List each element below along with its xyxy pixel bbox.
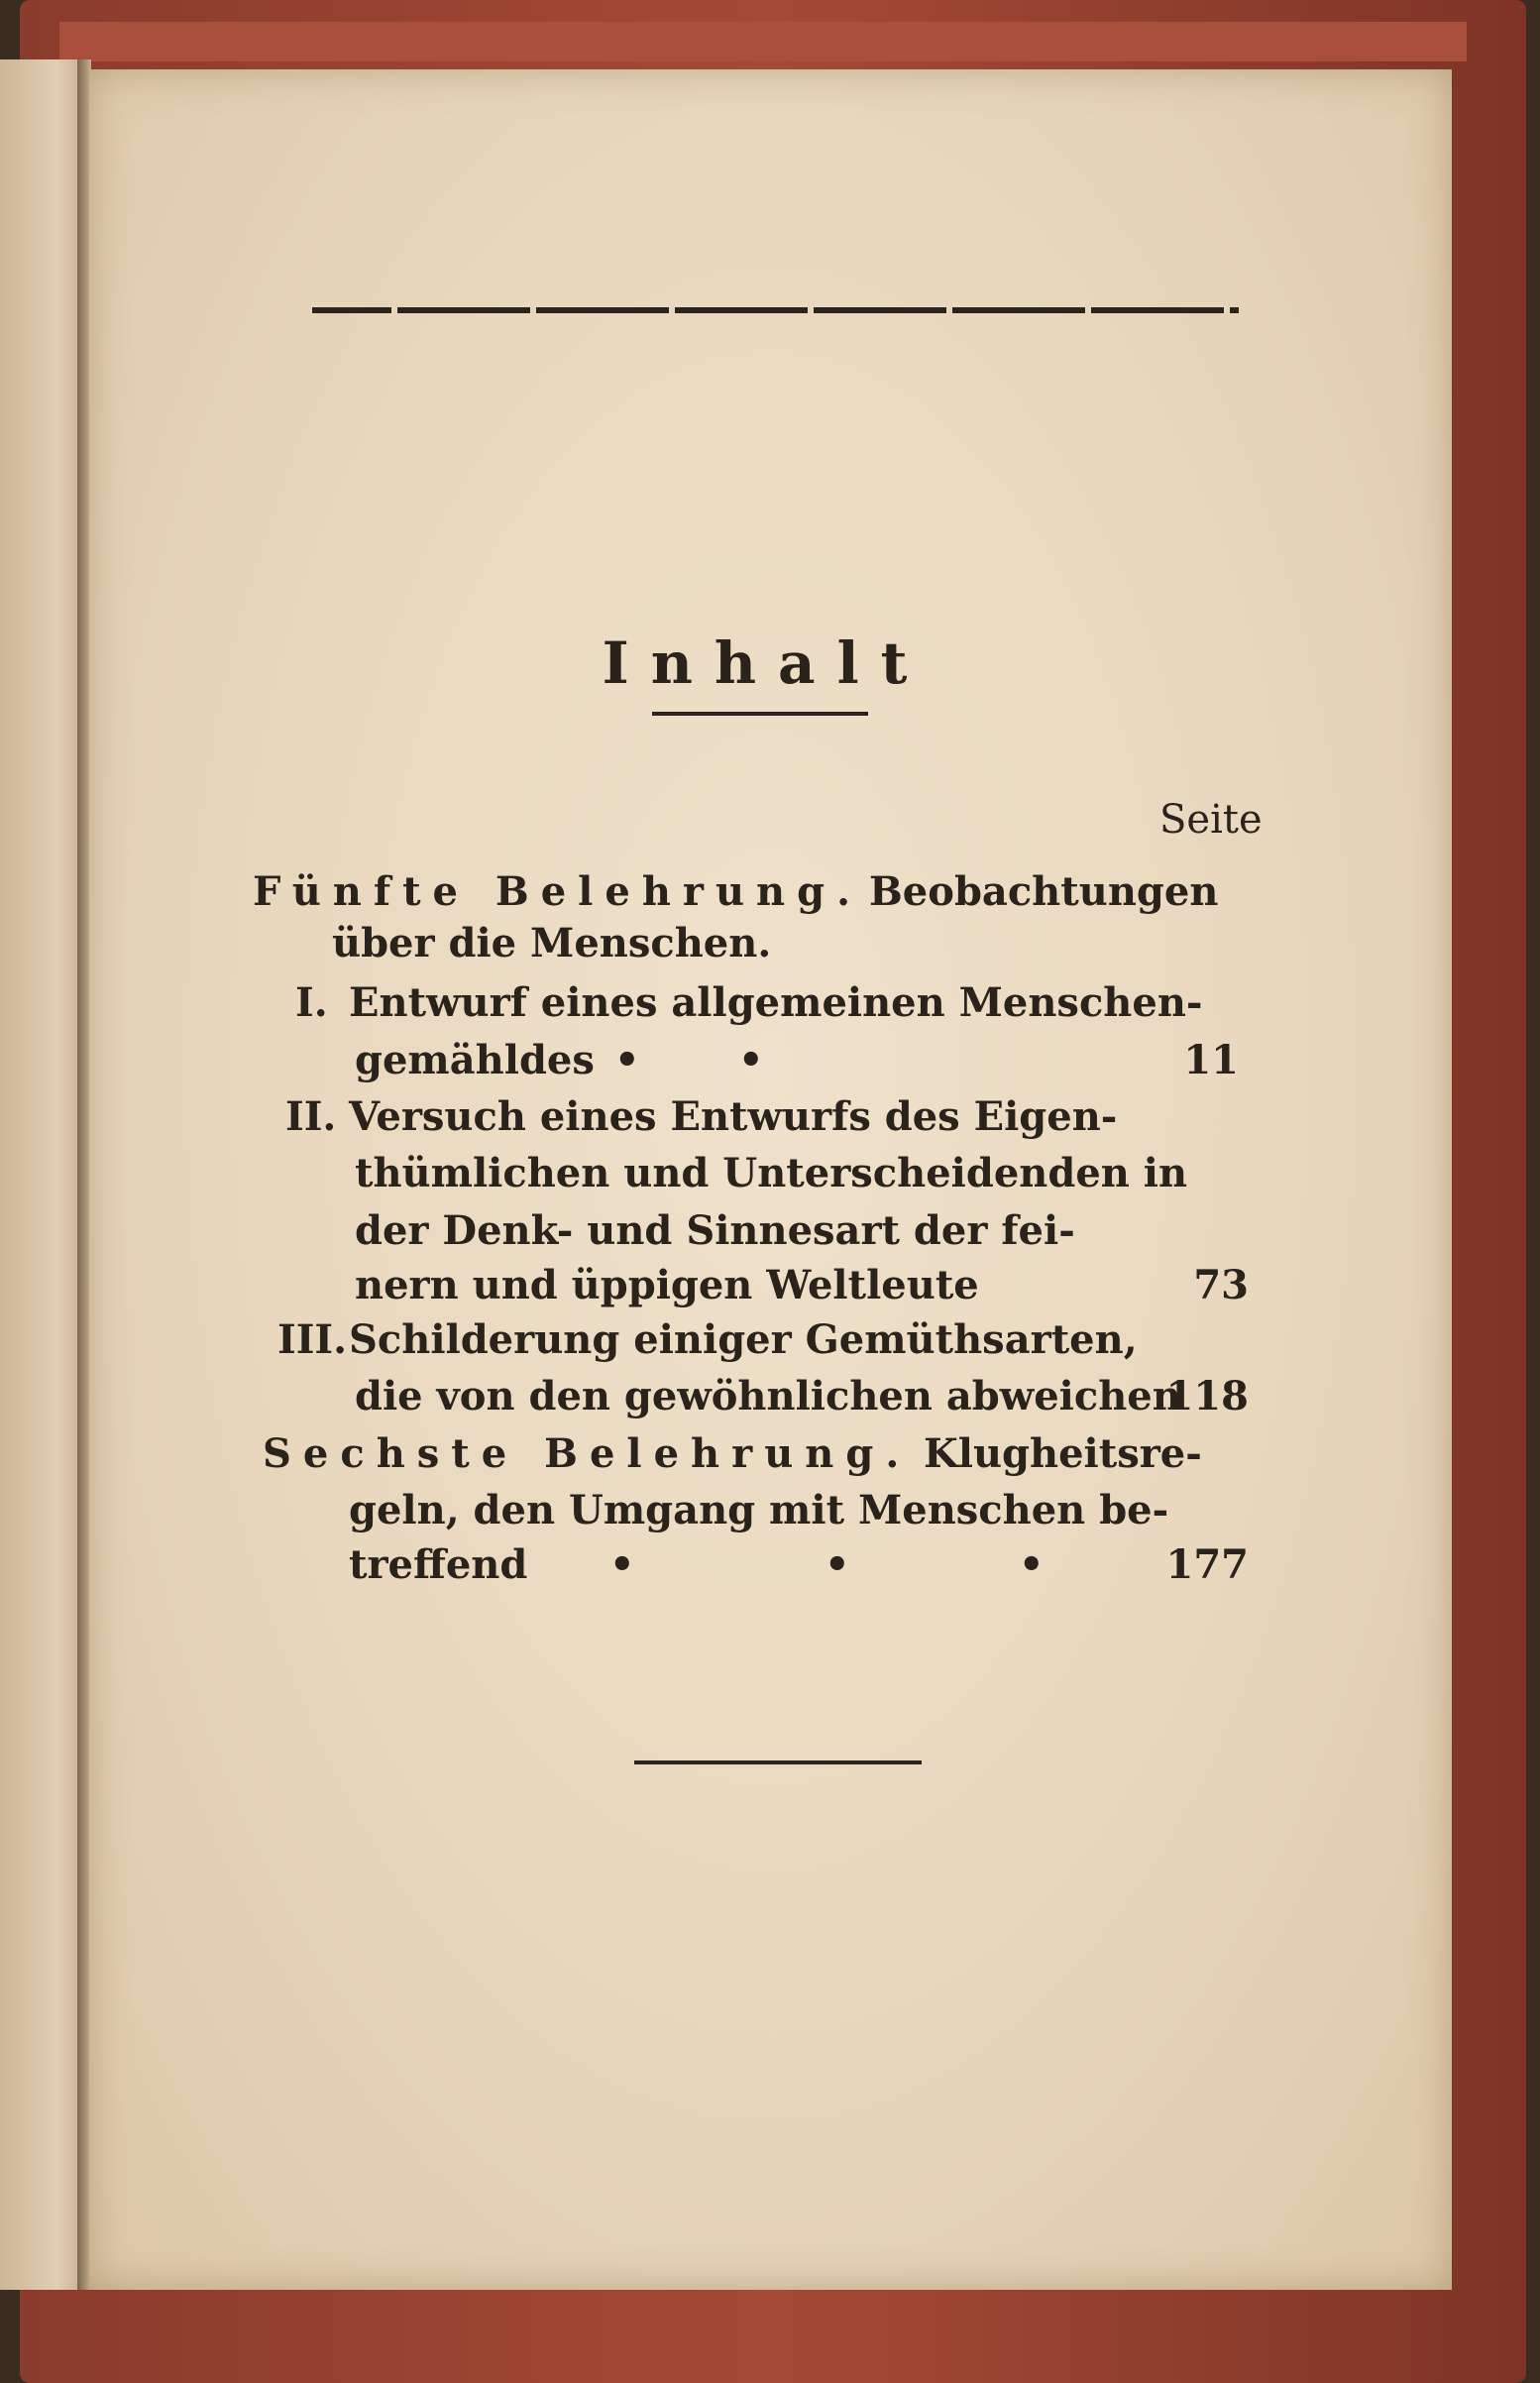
page-title: Inhalt [602, 629, 930, 697]
entry-text: Schilderung einiger Gemüthsarten, [349, 1316, 1138, 1363]
leader-dot: • [609, 1541, 635, 1588]
page-number: 177 [1165, 1541, 1249, 1588]
page-number: 118 [1165, 1373, 1249, 1419]
entry-text: gemähldes [355, 1037, 595, 1083]
bottom-rule [634, 1760, 922, 1764]
section-heading: Fünfte Belehrung. [253, 868, 863, 915]
entry-text: thümlichen und Unterscheidenden in [355, 1150, 1188, 1196]
leader-dot: • [825, 1541, 850, 1588]
entry-text: der Denk- und Sinnesart der fei- [355, 1207, 1075, 1254]
cover-top-edge [59, 22, 1467, 61]
entry-text: Entwurf eines allgemeinen Menschen- [349, 979, 1203, 1026]
section-heading: Sechste Belehrung. [263, 1430, 912, 1477]
leader-dot: • [738, 1037, 764, 1083]
section-heading-text: Klugheitsre- [924, 1430, 1202, 1477]
table-of-contents [89, 69, 1452, 2290]
entry-numeral: III. [277, 1316, 348, 1363]
section-heading-continuation: über die Menschen. [332, 920, 772, 966]
entry-text: nern und üppigen Weltleute [355, 1262, 979, 1308]
leader-dot: • [614, 1037, 640, 1083]
section-heading-continuation: geln, den Umgang mit Menschen be- [349, 1487, 1169, 1533]
entry-numeral: II. [285, 1093, 337, 1140]
leader-dot: • [1019, 1541, 1045, 1588]
entry-text: treffend [349, 1541, 528, 1588]
previous-page-edge [0, 59, 83, 2290]
page-number: 73 [1193, 1262, 1249, 1308]
entry-numeral: I. [295, 979, 328, 1026]
entry-text: Versuch eines Entwurfs des Eigen- [349, 1093, 1118, 1140]
section-heading-text: Beobachtungen [869, 868, 1219, 915]
contents-page [89, 69, 1452, 2290]
page-column-header: Seite [1159, 797, 1263, 843]
entry-text: die von den gewöhnlichen abweichen [355, 1373, 1181, 1419]
page-number: 11 [1183, 1037, 1239, 1083]
